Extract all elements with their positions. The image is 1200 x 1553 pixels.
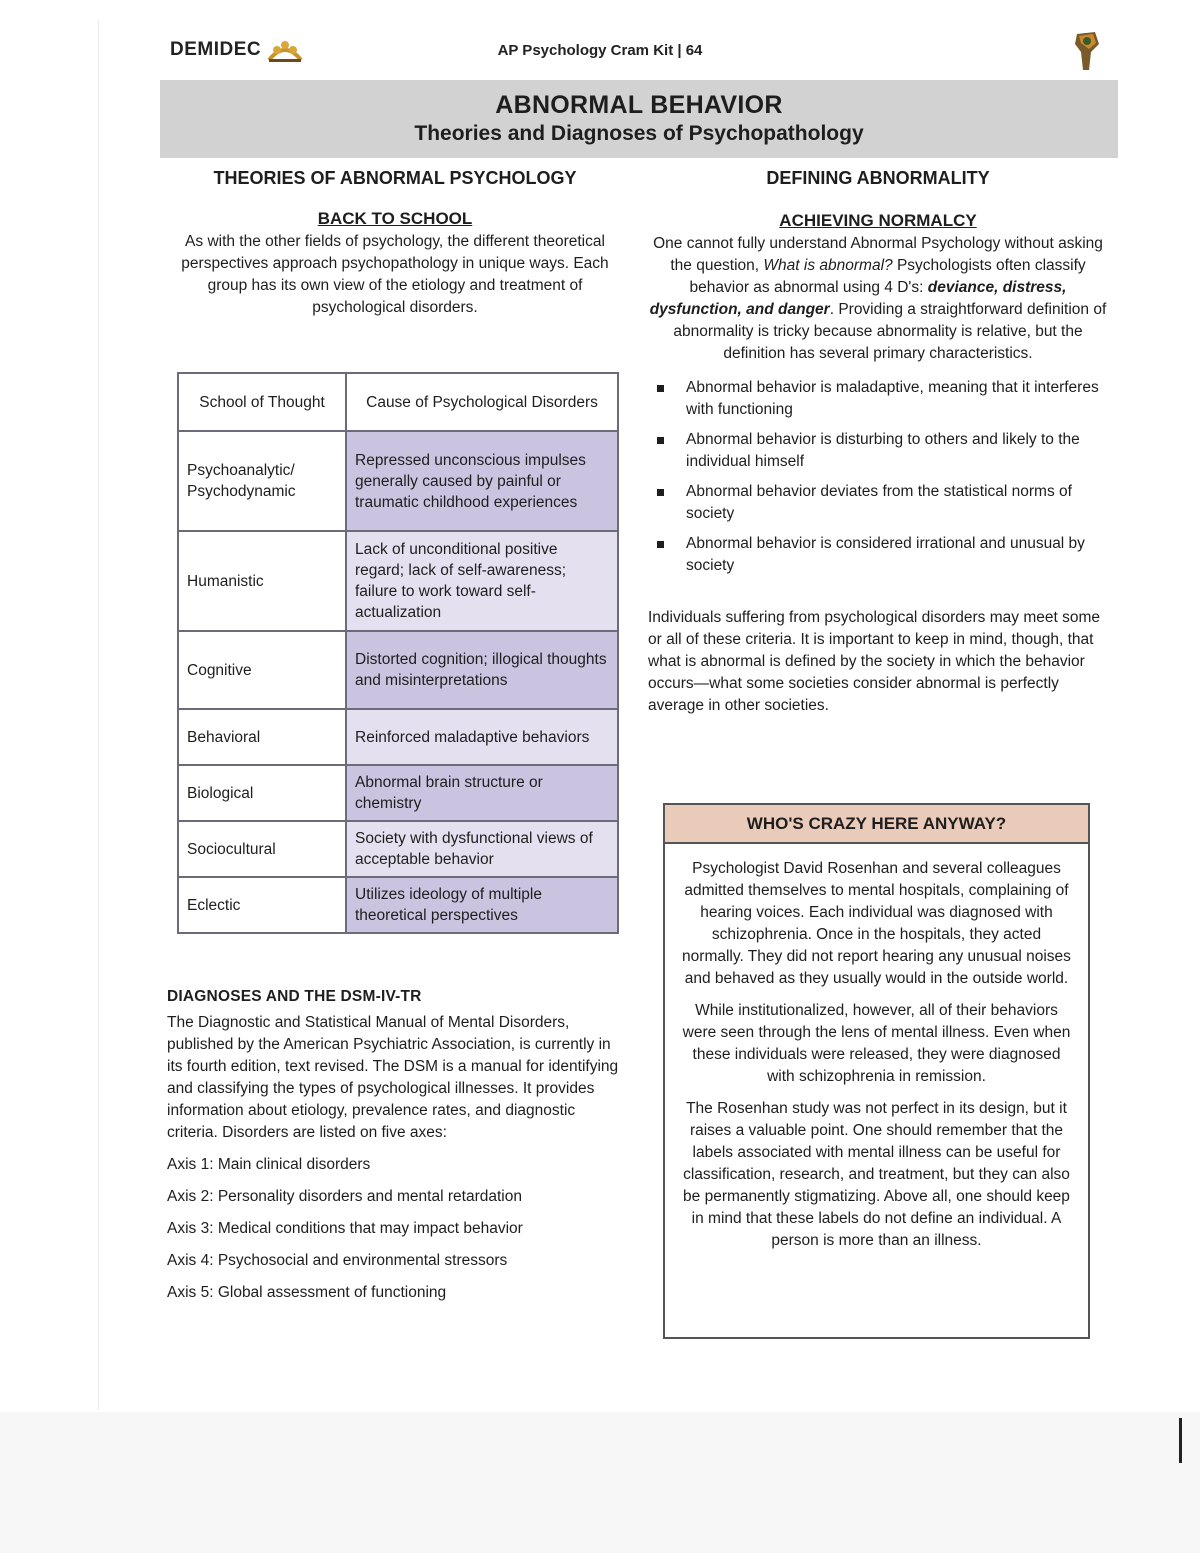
normalcy-closing: Individuals suffering from psychological disorders may meet some or all of these criteria. It is important to keep in mind, though, that what is abnormal is defined by the society in which the behavior occurs—what some societies consider abnormal is perfectly average in other societies. xyxy=(648,609,1100,714)
right-column xyxy=(648,165,1108,717)
abnormal-criteria-list xyxy=(648,377,1108,577)
list-item xyxy=(648,377,1108,421)
intro-question: What is abnormal? xyxy=(763,257,893,274)
theories-intro: As with the other fields of psychology, the different theoretical perspectives approach psychopathology in unique ways. Each group has its own view of the etiology and treatment of psychological disorders. xyxy=(181,233,609,316)
demidec-logo xyxy=(170,36,305,64)
dsm-body: The Diagnostic and Statistical Manual of Mental Disorders, published by the American Psychiatric Association, is currently in its fourth edition, text revised. The DSM is a manual for identifying and classifying the types of psychological illnesses. It provides information about etiology, prevalence rates, and diagnostic criteria. Disorders are listed on five axes: xyxy=(167,1014,619,1141)
list-item xyxy=(648,481,1108,525)
list-item-text: Abnormal behavior is considered irrational and unusual by society xyxy=(686,535,1085,574)
table-row xyxy=(178,765,618,821)
axis-item: Axis 5: Global assessment of functioning xyxy=(167,1284,447,1301)
callout-paragraph: The Rosenhan study was not perfect in its design, but it raises a valuable point. One should remember that the labels associated with mental illness can be useful for classification, research, and treatment, but they can also be permanently stigmatizing. Above all, one should keep in mind that these labels do not define an individual. A person is more than an illness. xyxy=(683,1100,1070,1249)
laurel-icon xyxy=(265,36,305,64)
bullet-square-icon xyxy=(657,489,664,496)
axis-item: Axis 2: Personality disorders and mental retardation xyxy=(167,1188,522,1205)
page-subtitle: Theories and Diagnoses of Psychopathology xyxy=(414,122,864,145)
table-header-school: School of Thought xyxy=(178,373,346,431)
page-header-title: AP Psychology Cram Kit | 64 xyxy=(497,42,703,59)
bullet-square-icon xyxy=(657,385,664,392)
table-cell-cause: Repressed unconscious impulses generally caused by painful or traumatic childhood experiences xyxy=(346,431,618,531)
table-cell-school: Behavioral xyxy=(178,709,346,765)
list-item-text: Abnormal behavior is disturbing to others and likely to the individual himself xyxy=(686,431,1080,470)
torch-icon xyxy=(1069,30,1105,72)
table-row xyxy=(178,431,618,531)
axis-item: Axis 3: Medical conditions that may impact behavior xyxy=(167,1220,523,1237)
intro-text-a: One cannot fully understand Abnormal Psychology without asking the question, xyxy=(653,235,1103,274)
table-row xyxy=(178,709,618,765)
logo-text: DEMIDEC xyxy=(170,39,262,60)
axis-item: Axis 1: Main clinical disorders xyxy=(167,1156,371,1173)
intro-text-c: . Providing a straightforward definition of abnormality is tricky because abnormality is relative, but the definition has several primary characteristics. xyxy=(673,301,1107,362)
list-item xyxy=(648,533,1108,577)
callout-paragraph: Psychologist David Rosenhan and several colleagues admitted themselves to mental hospitals, complaining of hearing voices. Each individual was diagnosed with schizophrenia. Once in the hospitals, they acted normally. They did not report hearing any unusual noises and behaved as they usually would in the outside world. xyxy=(682,860,1071,987)
dsm-heading: DIAGNOSES AND THE DSM-IV-TR xyxy=(167,988,422,1005)
table-cell-cause: Abnormal brain structure or chemistry xyxy=(346,765,618,821)
subheading-achieving-normalcy: ACHIEVING NORMALCY xyxy=(779,211,977,230)
normalcy-intro xyxy=(648,233,1108,365)
left-column xyxy=(165,165,625,319)
axis-item: Axis 4: Psychosocial and environmental stressors xyxy=(167,1252,508,1269)
page-bottom-margin xyxy=(0,1412,1200,1553)
table-cell-cause: Reinforced maladaptive behaviors xyxy=(346,709,618,765)
section-heading-theories: THEORIES OF ABNORMAL PSYCHOLOGY xyxy=(213,168,577,188)
rosenhan-callout-box xyxy=(663,803,1090,1339)
list-item-text: Abnormal behavior is maladaptive, meaning that it interferes with functioning xyxy=(686,379,1099,418)
list-item xyxy=(648,429,1108,473)
callout-title: WHO'S CRAZY HERE ANYWAY? xyxy=(665,805,1088,844)
table-header-cause: Cause of Psychological Disorders xyxy=(346,373,618,431)
callout-paragraph: While institutionalized, however, all of their behaviors were seen through the lens of mental illness. Even when these individuals were released, they were diagnosed with schizophrenia in remission. xyxy=(682,1002,1071,1085)
table-header-row xyxy=(178,373,618,431)
table-row xyxy=(178,631,618,709)
intro-four-ds: deviance, distress, dysfunction, and danger xyxy=(649,279,1067,318)
section-heading-defining: DEFINING ABNORMALITY xyxy=(766,168,990,188)
table-cell-school: Sociocultural xyxy=(178,821,346,877)
bullet-square-icon xyxy=(657,437,664,444)
table-row xyxy=(178,877,618,933)
intro-text-b: Psychologists often classify behavior as abnormal using 4 D's: xyxy=(689,257,1086,296)
subheading-back-to-school: BACK TO SCHOOL xyxy=(317,209,473,228)
title-banner xyxy=(160,80,1118,158)
table-cell-school: Biological xyxy=(178,765,346,821)
scan-margin-mark xyxy=(1179,1418,1182,1463)
table-cell-school: Humanistic xyxy=(178,531,346,631)
table-cell-cause: Distorted cognition; illogical thoughts and misinterpretations xyxy=(346,631,618,709)
list-item-text: Abnormal behavior deviates from the statistical norms of society xyxy=(686,483,1072,522)
table-cell-school: Cognitive xyxy=(178,631,346,709)
table-cell-school: Eclectic xyxy=(178,877,346,933)
bullet-square-icon xyxy=(657,541,664,548)
table-cell-school: Psychoanalytic/ Psychodynamic xyxy=(178,431,346,531)
theories-table xyxy=(177,372,619,934)
table-row xyxy=(178,821,618,877)
scan-edge-line xyxy=(98,20,99,1410)
page-title: ABNORMAL BEHAVIOR xyxy=(495,91,783,119)
table-cell-cause: Lack of unconditional positive regard; lack of self-awareness; failure to work toward self-actualization xyxy=(346,531,618,631)
table-cell-cause: Utilizes ideology of multiple theoretical perspectives xyxy=(346,877,618,933)
dsm-section xyxy=(167,988,627,1304)
table-cell-cause: Society with dysfunctional views of acceptable behavior xyxy=(346,821,618,877)
table-row xyxy=(178,531,618,631)
